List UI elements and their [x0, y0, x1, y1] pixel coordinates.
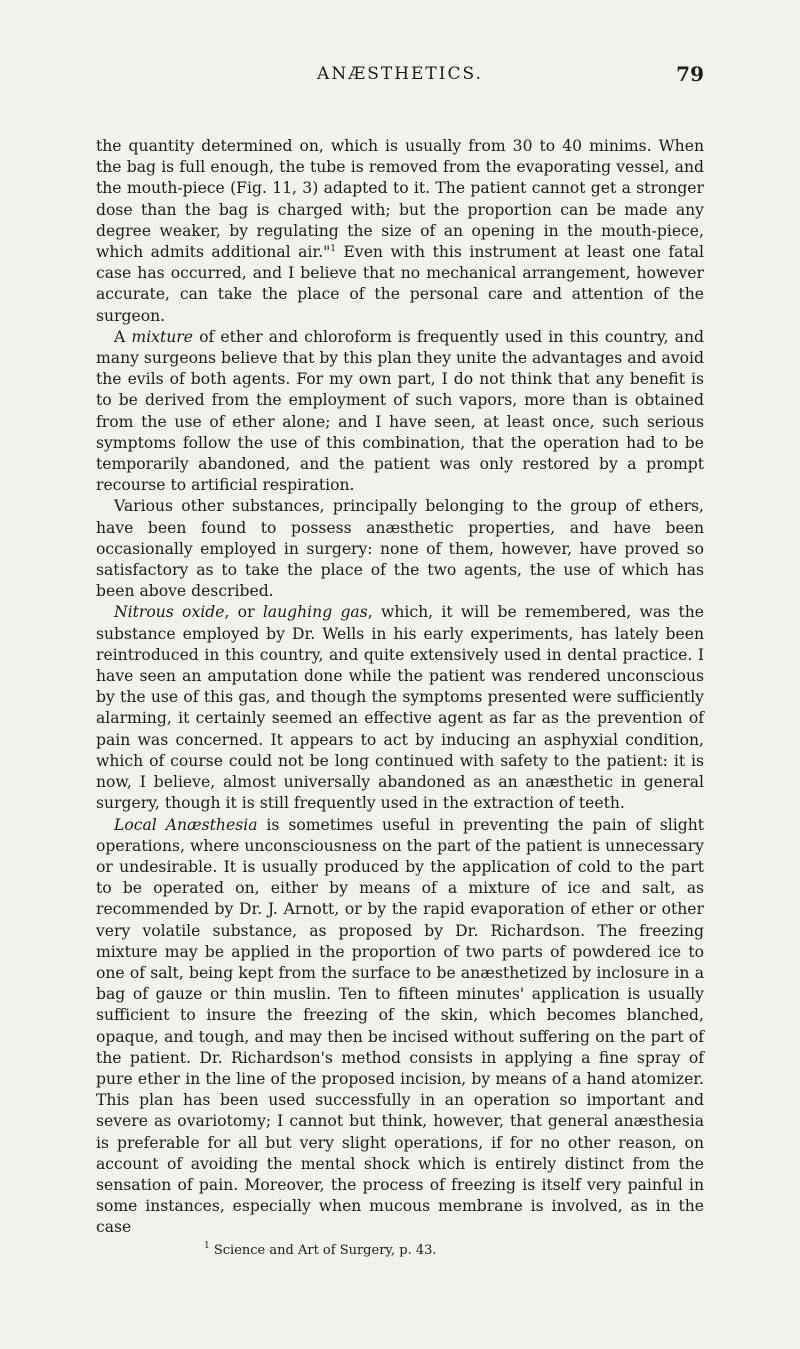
paragraph	[96, 327, 704, 497]
text-run: A	[114, 327, 132, 346]
text-run: , which, it will be remembered, was the substance employed by Dr. Wells in his early experiments, has lately been reintroduced in this country, and quite extensively used in dental practice. I have seen an amputation done while the patient was rendered unconscious by the use of this gas, and though the symptoms presented were sufficiently alarming, it certainly seemed an effective agent as far as the prevention of pain was concerned. It appears to act by inducing an asphyxial condition, which of course could not be long continued with safety to the patient: it is now, I believe, almost universally abandoned as an anæsthetic in general surgery, though it is still frequently used in the extraction of teeth.	[96, 603, 705, 813]
body-text	[96, 136, 704, 1239]
text-run: Even with this instrument at least one fatal case has occurred, and I believe that no mechanical arrangement, however accurate, can take the place of the personal care and attention of the surgeon.	[96, 243, 705, 325]
footnote-marker: 1	[204, 1240, 210, 1251]
footnote	[96, 1240, 704, 1259]
paragraph	[96, 136, 704, 327]
text-run: the quantity determined on, which is usually from 30 to 40 minims. When the bag is full enough, the tube is removed from the evaporating vessel, and the mouth-piece (Fig. 11, 3) adapted to it. The patient cannot get a stronger dose than the bag is charged with; but the proportion can be made any degree weaker, by regulating the size of an opening in the mouth-piece, which admits additional air."	[96, 137, 704, 262]
text-run: , or	[224, 603, 263, 622]
footnote-reference: 1	[330, 244, 337, 255]
paragraph	[96, 496, 704, 602]
paragraph	[96, 602, 704, 814]
text-run: is sometimes useful in preventing the pain of slight operations, where unconsciousness on the part of the patient is unnecessary or undesirable. It is usually produced by the application of cold to the part to be operated on, either by means of a mixture of ice and salt, as recommended by Dr. J. Arnott, or by the rapid evaporation of ether or other very volatile substance, as proposed by Dr. Richardson. The freezing mixture may be applied in the proportion of two parts of powdered ice to one of salt, being kept from the surface to be anæsthetized by inclosure in a bag of gauze or thin muslin. Ten to fifteen minutes' application is usually sufficient to insure the freezing of the skin, which becomes blanched, opaque, and tough, and may then be incised without suffering on the part of the patient. Dr. Richardson's method consists in applying a fine spray of pure ether in the line of the proposed incision, by means of a hand atomizer. This plan has been used successfully in an operation so important and severe as ovariotomy; I cannot but think, however, that general anæsthesia is preferable for all but very slight operations, if for no other reason, on account of avoiding the mental shock which is entirely distinct from the sensation of pain. Moreover, the process of freezing is itself very painful in some instances, especially when mucous membrane is involved, as in the case	[96, 815, 705, 1237]
italic-term: laughing gas	[262, 603, 368, 622]
page-header	[96, 64, 704, 94]
paragraph	[96, 815, 704, 1239]
italic-term: Nitrous oxide	[114, 603, 225, 622]
italic-term: mixture	[131, 327, 193, 346]
text-run: Various other substances, principally belonging to the group of ethers, have been found to possess anæsthetic properties, and have been occasionally employed in surgery: none of them, however, have proved so satisfactory as to take the place of the two agents, the use of which has been above described.	[96, 497, 704, 601]
running-head: ANÆSTHETICS.	[317, 64, 483, 84]
italic-term: Local Anæsthesia	[114, 815, 258, 834]
page-number: 79	[676, 62, 704, 86]
footnote-text: Science and Art of Surgery, p. 43.	[209, 1242, 437, 1258]
text-run: of ether and chloroform is frequently used in this country, and many surgeons believe that by this plan they unite the advantages and avoid the evils of both agents. For my own part, I do not think that any benefit is to be derived from the employment of such vapors, more than is obtained from the use of ether alone; and I have seen, at least once, such serious symptoms follow the use of this combination, that the operation had to be temporarily abandoned, and the patient was only restored by a prompt recourse to artificial respiration.	[96, 327, 704, 495]
